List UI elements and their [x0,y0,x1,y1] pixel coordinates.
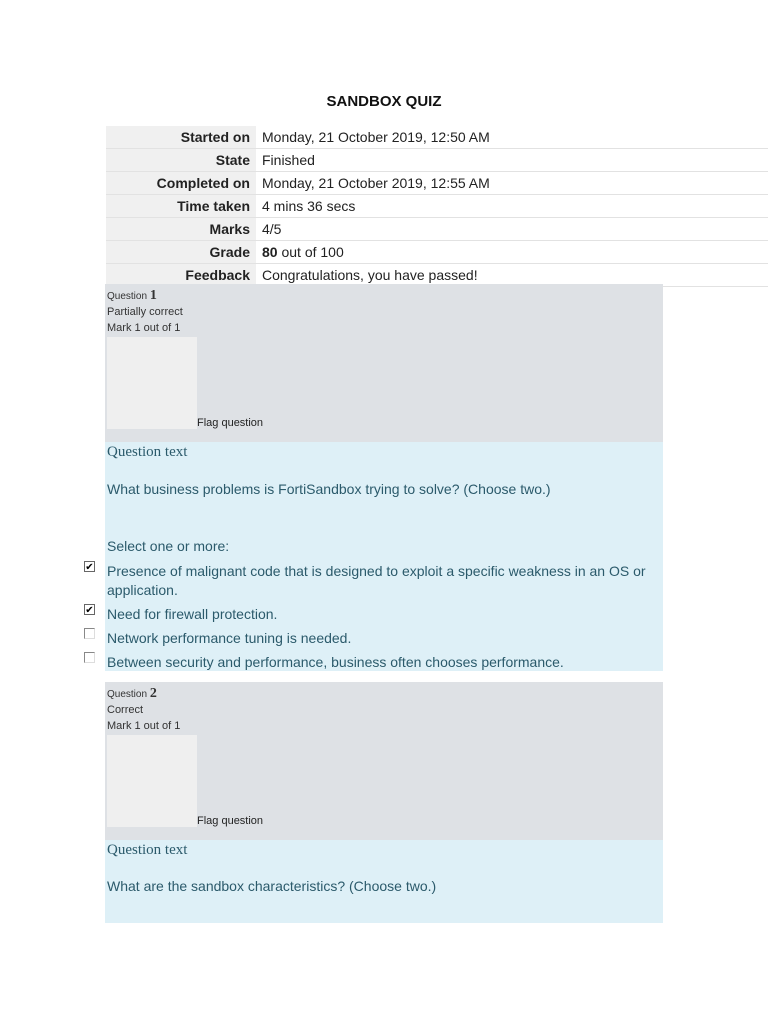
flag-icon[interactable] [107,735,197,827]
select-instruction: Select one or more: [107,538,230,554]
question-mark: Mark 1 out of 1 [107,322,181,334]
question-prefix: Question [107,689,148,700]
summary-value: Finished [256,149,768,172]
grade-score: 80 [262,244,278,260]
summary-row-grade [106,241,768,264]
page-title: SANDBOX QUIZ [326,93,442,110]
question-2-info [105,682,663,840]
summary-label: Marks [106,218,256,241]
summary-value: 4/5 [256,218,768,241]
question-state: Correct [107,704,144,716]
question-state: Partially correct [107,306,183,318]
question-prefix: Question [107,291,148,302]
flag-question-link[interactable]: Flag question [197,815,264,827]
summary-label: Time taken [106,195,256,218]
summary-value [256,241,768,264]
summary-row-completed [106,172,768,195]
summary-row-time-taken [106,195,768,218]
question-number-value: 2 [149,686,157,701]
attempt-summary-table [106,126,768,287]
answer-option-1[interactable]: Presence of malignant code that is designed to exploit a specific weakness in an OS or application. [107,563,646,598]
answer-option-4[interactable]: Between security and performance, business often chooses performance. [107,654,564,670]
question-2-content [105,840,663,923]
answer-option-3[interactable]: Network performance tuning is needed. [107,630,352,646]
answer-checkbox-4[interactable] [84,652,95,663]
summary-label: Grade [106,241,256,264]
summary-row-started [106,126,768,149]
question-mark: Mark 1 out of 1 [107,720,181,732]
question-number [107,686,157,702]
answer-checkbox-1[interactable]: ✔ [85,562,94,573]
summary-label: Feedback [106,264,256,287]
flag-icon[interactable] [107,337,197,429]
answer-checkbox-3[interactable] [84,628,95,639]
question-1-info [105,284,663,442]
summary-label: State [106,149,256,172]
grade-suffix: out of 100 [277,244,344,260]
flag-question-link[interactable]: Flag question [197,417,264,429]
question-prompt: What business problems is FortiSandbox trying to solve? (Choose two.) [107,481,551,497]
question-number [107,288,157,304]
summary-value: 4 mins 36 secs [256,195,768,218]
summary-label: Started on [106,126,256,149]
question-text-label: Question text [107,444,188,460]
summary-value: Monday, 21 October 2019, 12:50 AM [256,126,768,149]
question-text-label: Question text [107,842,188,858]
summary-value: Congratulations, you have passed! [256,264,768,287]
summary-label: Completed on [106,172,256,195]
question-number-value: 1 [149,288,157,303]
answer-checkbox-2[interactable]: ✔ [85,605,94,616]
answer-option-2[interactable]: Need for firewall protection. [107,606,278,622]
summary-value: Monday, 21 October 2019, 12:55 AM [256,172,768,195]
summary-row-state [106,149,768,172]
question-prompt: What are the sandbox characteristics? (Choose two.) [107,878,437,894]
question-1-content [105,442,663,671]
summary-row-marks [106,218,768,241]
